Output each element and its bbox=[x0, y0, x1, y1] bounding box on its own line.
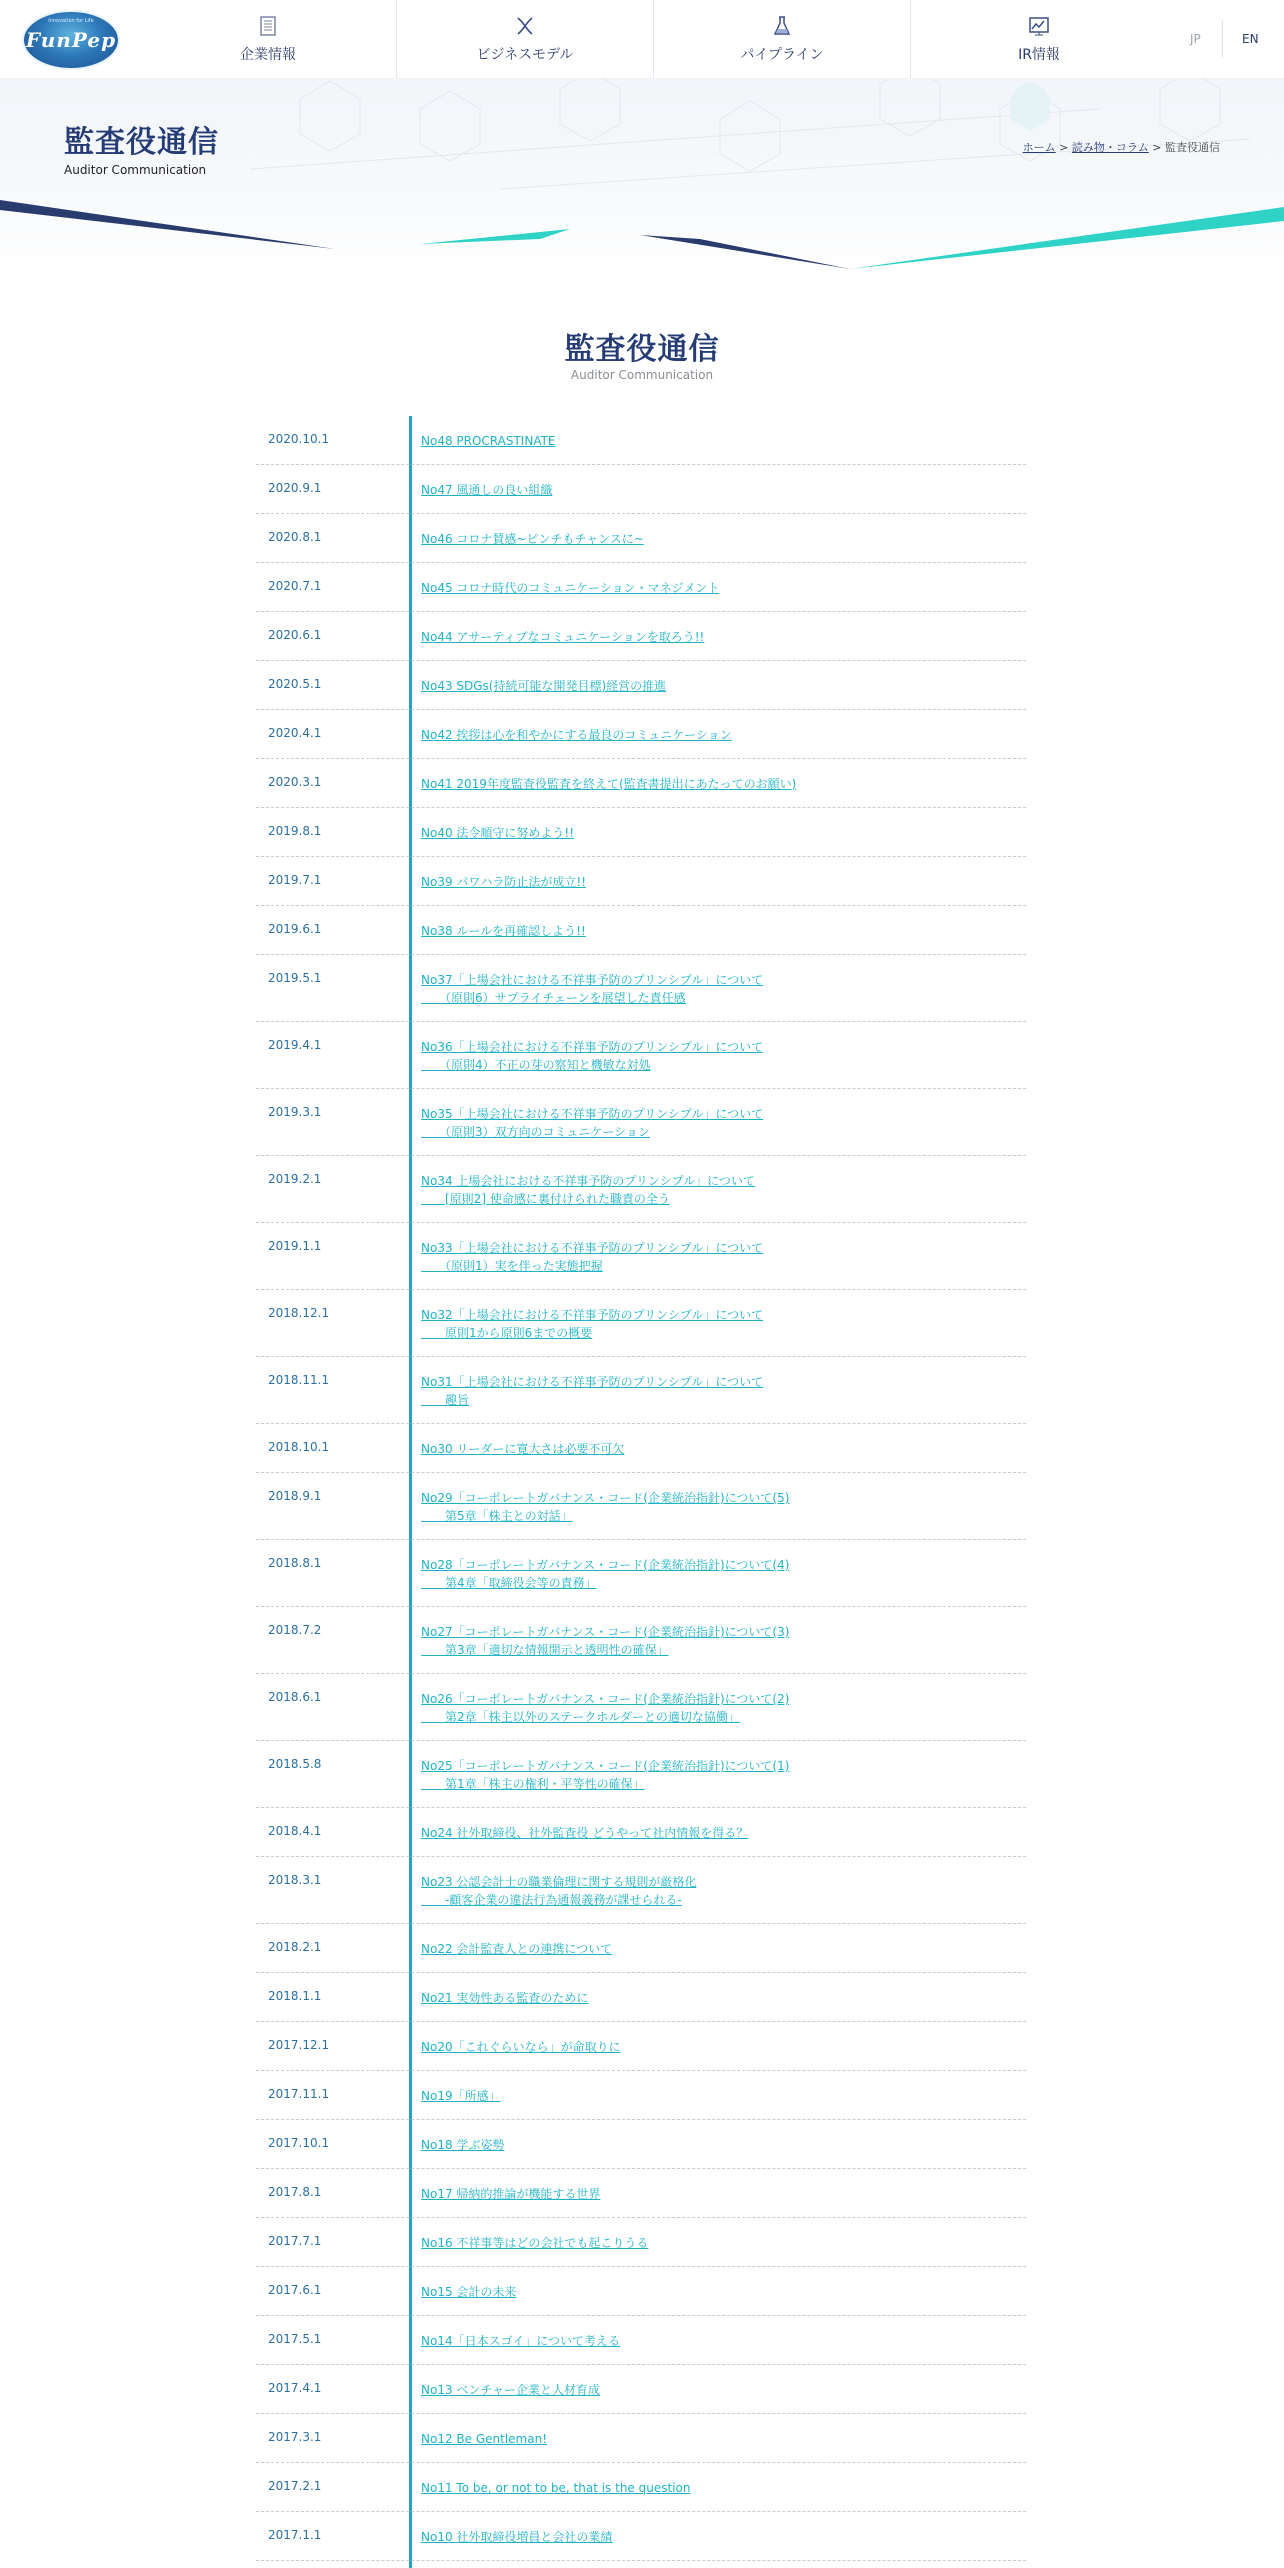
entry-title-link[interactable]: No10 社外取締役増員と会社の業績 bbox=[421, 2530, 613, 2544]
list-item bbox=[256, 1973, 1026, 2022]
entry-date: 2018.1.1 bbox=[268, 1989, 322, 2003]
entry-date: 2018.6.1 bbox=[268, 1690, 322, 1704]
list-item bbox=[256, 808, 1026, 857]
logo[interactable] bbox=[24, 12, 118, 68]
page-title: 監査役通信 bbox=[64, 125, 219, 160]
entry-title-link[interactable]: No13 ベンチャー企業と人材育成 bbox=[421, 2383, 601, 2397]
entry-title-link[interactable]: No11 To be, or not to be, that is the question bbox=[421, 2481, 691, 2495]
entry-title-link[interactable]: No18 学ぶ姿勢 bbox=[421, 2138, 505, 2152]
entry-title-link[interactable]: No22 会計監査人との連携について bbox=[421, 1942, 613, 1956]
list-item bbox=[256, 1290, 1026, 1357]
entry-title-link[interactable]: No48 PROCRASTINATE bbox=[421, 434, 556, 448]
entry-date: 2019.7.1 bbox=[268, 873, 322, 887]
entry-date: 2017.11.1 bbox=[268, 2087, 330, 2101]
main-nav bbox=[140, 0, 1190, 78]
lang-divider bbox=[1222, 20, 1223, 58]
entry-title-link[interactable]: No29「コーポレートガバナンス・コード(企業統治指針)について(5) 第5章「株主との対話」 bbox=[421, 1491, 790, 1523]
entry-title-link[interactable]: No30 リーダーに寛大さは必要不可欠 bbox=[421, 1442, 625, 1456]
list-item bbox=[256, 759, 1026, 808]
entry-title-link[interactable]: No19「所感」 bbox=[421, 2089, 501, 2103]
entry-date: 2017.6.1 bbox=[268, 2283, 322, 2297]
list-item bbox=[256, 563, 1026, 612]
entry-date: 2018.11.1 bbox=[268, 1373, 330, 1387]
entry-title-link[interactable]: No21 実効性ある監査のために bbox=[421, 1991, 589, 2005]
entry-date: 2018.2.1 bbox=[268, 1940, 322, 1954]
breadcrumb-category-link[interactable]: 読み物・コラム bbox=[1071, 141, 1149, 154]
entry-title-link[interactable]: No28「コーポレートガバナンス・コード(企業統治指針)について(4) 第4章「取締役会等の責務」 bbox=[421, 1558, 790, 1590]
entry-date: 2018.4.1 bbox=[268, 1824, 322, 1838]
entry-date: 2020.7.1 bbox=[268, 579, 322, 593]
list-item bbox=[256, 1156, 1026, 1223]
list-item bbox=[256, 1857, 1026, 1924]
list-item bbox=[256, 857, 1026, 906]
entry-date: 2019.3.1 bbox=[268, 1105, 322, 1119]
entry-date: 2018.12.1 bbox=[268, 1306, 330, 1320]
list-item bbox=[256, 906, 1026, 955]
list-item bbox=[256, 1223, 1026, 1290]
list-item bbox=[256, 1540, 1026, 1607]
article-list bbox=[256, 416, 1026, 2561]
breadcrumb-separator: > bbox=[1055, 141, 1072, 154]
section-title: 監査役通信 bbox=[564, 332, 720, 367]
nav-item-business-model[interactable] bbox=[397, 0, 654, 78]
entry-date: 2017.5.1 bbox=[268, 2332, 322, 2346]
logo-tagline: Innovation for Life bbox=[48, 18, 94, 24]
nav-item-company[interactable] bbox=[140, 0, 397, 78]
section-subtitle: Auditor Communication bbox=[570, 368, 714, 382]
entry-title-link[interactable]: No38 ルールを再確認しよう!! bbox=[421, 924, 586, 938]
entry-date: 2019.6.1 bbox=[268, 922, 322, 936]
entry-date: 2020.10.1 bbox=[268, 432, 330, 446]
entry-date: 2017.4.1 bbox=[268, 2381, 322, 2395]
list-item bbox=[256, 1357, 1026, 1424]
breadcrumb-current: 監査役通信 bbox=[1165, 141, 1220, 154]
dna-icon bbox=[513, 14, 537, 38]
entry-title-link[interactable]: No20「これぐらいなら」が命取りに bbox=[421, 2040, 621, 2054]
entry-title-link[interactable]: No35「上場会社における不祥事予防のプリンシプル」について （原則3）双方向のコミュニケーション bbox=[421, 1107, 764, 1139]
entry-date: 2017.12.1 bbox=[268, 2038, 330, 2052]
entry-date: 2020.8.1 bbox=[268, 530, 322, 544]
entry-date: 2018.7.2 bbox=[268, 1623, 322, 1637]
entry-date: 2017.1.1 bbox=[268, 2528, 322, 2542]
entry-date: 2017.10.1 bbox=[268, 2136, 330, 2150]
entry-date: 2017.7.1 bbox=[268, 2234, 322, 2248]
list-item bbox=[256, 2316, 1026, 2365]
list-item bbox=[256, 955, 1026, 1022]
list-item bbox=[256, 416, 1026, 465]
page-subtitle: Auditor Communication bbox=[64, 163, 207, 177]
list-item bbox=[256, 1674, 1026, 1741]
entry-date: 2020.3.1 bbox=[268, 775, 322, 789]
list-item bbox=[256, 1808, 1026, 1857]
list-item bbox=[256, 1741, 1026, 1808]
list-item bbox=[256, 2365, 1026, 2414]
site-header bbox=[0, 0, 1284, 79]
list-item bbox=[256, 1607, 1026, 1674]
entry-date: 2018.9.1 bbox=[268, 1489, 322, 1503]
hero-decorative-stripes bbox=[0, 79, 1284, 271]
entry-date: 2017.8.1 bbox=[268, 2185, 322, 2199]
page-hero bbox=[0, 79, 1284, 271]
entry-date: 2020.5.1 bbox=[268, 677, 322, 691]
entry-date: 2017.3.1 bbox=[268, 2430, 322, 2444]
list-item bbox=[256, 2071, 1026, 2120]
list-item bbox=[256, 1473, 1026, 1540]
entry-title-link[interactable]: No15 会計の未来 bbox=[421, 2285, 517, 2299]
entry-date: 2019.1.1 bbox=[268, 1239, 322, 1253]
list-item bbox=[256, 2120, 1026, 2169]
entry-date: 2020.9.1 bbox=[268, 481, 322, 495]
breadcrumb-home-link[interactable]: ホーム bbox=[1022, 141, 1056, 154]
entry-date: 2017.2.1 bbox=[268, 2479, 322, 2493]
list-item bbox=[256, 1022, 1026, 1089]
list-item bbox=[256, 2463, 1026, 2512]
list-item bbox=[256, 710, 1026, 759]
list-item bbox=[256, 1924, 1026, 1973]
entry-title-link[interactable]: No46 コロナ賛感~ピンチもチャンスに~ bbox=[421, 532, 644, 546]
entry-title-link[interactable]: No45 コロナ時代のコミュニケーション・マネジメント bbox=[421, 581, 720, 595]
entry-title-link[interactable]: No40 法令順守に努めよう!! bbox=[421, 826, 575, 840]
entry-title-link[interactable]: No34 上場会社における不祥事予防のプリンシプル」について [原則2] 使命感に裏付けられた職責の全う bbox=[421, 1174, 755, 1206]
entry-title-link[interactable]: No37「上場会社における不祥事予防のプリンシプル」について （原則6）サプライチェーンを展望した責任感 bbox=[421, 973, 764, 1005]
building-icon bbox=[256, 14, 280, 38]
entry-title-link[interactable]: No14「日本スゴイ」について考える bbox=[421, 2334, 620, 2348]
nav-item-ir[interactable] bbox=[911, 0, 1167, 78]
entry-title-link[interactable]: No26「コーポレートガバナンス・コード(企業統治指針)について(2) 第2章「株主以外のステークホルダーとの適切な協働」 bbox=[421, 1692, 790, 1724]
entry-date: 2019.4.1 bbox=[268, 1038, 322, 1052]
entry-date: 2019.2.1 bbox=[268, 1172, 322, 1186]
entry-title-link[interactable]: No12 Be Gentleman! bbox=[421, 2432, 547, 2446]
entry-date: 2018.10.1 bbox=[268, 1440, 330, 1454]
breadcrumb-separator: > bbox=[1148, 141, 1165, 154]
list-item bbox=[256, 2218, 1026, 2267]
entry-title-link[interactable]: No43 SDGs(持続可能な開発目標)経営の推進 bbox=[421, 679, 667, 693]
entry-title-link[interactable]: No17 帰納的推論が機能する世界 bbox=[421, 2187, 601, 2201]
logo-text: FunPep bbox=[25, 28, 117, 52]
entry-date: 2018.3.1 bbox=[268, 1873, 322, 1887]
flask-icon bbox=[770, 14, 794, 38]
nav-label: IR情報 bbox=[1018, 47, 1060, 63]
entry-title-link[interactable]: No36「上場会社における不祥事予防のプリンシプル」について （原則4）不正の芽の察知と機敏な対処 bbox=[421, 1040, 764, 1072]
entry-date: 2020.6.1 bbox=[268, 628, 322, 642]
lang-en-link[interactable]: EN bbox=[1242, 32, 1259, 46]
lang-jp-link[interactable]: JP bbox=[1190, 32, 1201, 46]
nav-label: パイプライン bbox=[740, 47, 824, 63]
list-item bbox=[256, 2512, 1026, 2561]
entry-date: 2018.8.1 bbox=[268, 1556, 322, 1570]
entry-title-link[interactable]: No41 2019年度監査役監査を終えて(監査書提出にあたってのお願い) bbox=[421, 777, 797, 791]
chart-icon bbox=[1027, 14, 1051, 38]
list-item bbox=[256, 2022, 1026, 2071]
entry-title-link[interactable]: No47 風通しの良い組織 bbox=[421, 483, 553, 497]
entry-title-link[interactable]: No42 挨拶は心を和やかにする最良のコミュニケーション bbox=[421, 728, 732, 742]
entry-title-link[interactable]: No27「コーポレートガバナンス・コード(企業統治指針)について(3) 第3章「適切な情報開示と透明性の確保」 bbox=[421, 1625, 790, 1657]
entry-date: 2020.4.1 bbox=[268, 726, 322, 740]
nav-item-pipeline[interactable] bbox=[654, 0, 911, 78]
entry-title-link[interactable]: No32「上場会社における不祥事予防のプリンシプル」について 原則1から原則6までの概要 bbox=[421, 1308, 764, 1340]
list-item bbox=[256, 2267, 1026, 2316]
list-item bbox=[256, 612, 1026, 661]
list-item bbox=[256, 465, 1026, 514]
entry-title-link[interactable]: No39 パワハラ防止法が成立!! bbox=[421, 875, 587, 889]
entry-title-link[interactable]: No25「コーポレートガバナンス・コード(企業統治指針)について(1) 第1章「株主の権利・平等性の確保」 bbox=[421, 1759, 790, 1791]
entry-title-link[interactable]: No44 アサーティブなコミュニケーションを取ろう!! bbox=[421, 630, 705, 644]
list-item bbox=[256, 1089, 1026, 1156]
entry-date: 2018.5.8 bbox=[268, 1757, 322, 1771]
nav-label: 企業情報 bbox=[240, 47, 296, 63]
list-item bbox=[256, 514, 1026, 563]
entry-title-link[interactable]: No24 社外取締役、社外監査役 どうやって社内情報を得る？ bbox=[421, 1826, 749, 1840]
list-item bbox=[256, 661, 1026, 710]
list-item bbox=[256, 2414, 1026, 2463]
entry-title-link[interactable]: No16 不祥事等はどの会社でも起こりうる bbox=[421, 2236, 649, 2250]
list-item bbox=[256, 1424, 1026, 1473]
entry-title-link[interactable]: No23 公認会計士の職業倫理に関する規則が厳格化 -顧客企業の違法行為通報義務が課せられる- bbox=[421, 1875, 697, 1907]
entry-title-link[interactable]: No31「上場会社における不祥事予防のプリンシプル」について 趣旨 bbox=[421, 1375, 764, 1407]
nav-label: ビジネスモデル bbox=[476, 47, 574, 63]
entry-date: 2019.5.1 bbox=[268, 971, 322, 985]
entry-date: 2019.8.1 bbox=[268, 824, 322, 838]
list-item bbox=[256, 2169, 1026, 2218]
entry-title-link[interactable]: No33「上場会社における不祥事予防のプリンシプル」について （原則1）実を伴った実態把握 bbox=[421, 1241, 764, 1273]
